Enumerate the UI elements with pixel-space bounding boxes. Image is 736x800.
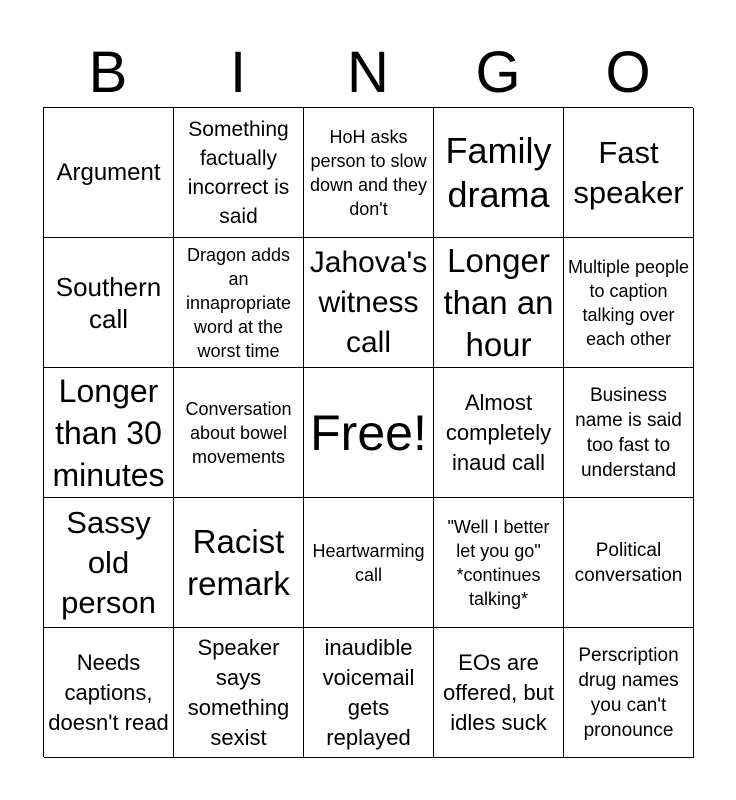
cell-text: Southern call xyxy=(55,271,162,334)
bingo-card xyxy=(43,107,693,757)
cell-text: "Well I better let you go" *continues talking* xyxy=(447,516,550,609)
cell-text: EOs are offered, but idles suck xyxy=(443,649,554,735)
bingo-cell[interactable] xyxy=(434,498,564,628)
cell-text: Dragon adds an innapropriate word at the worst time xyxy=(185,244,292,361)
bingo-cell[interactable] xyxy=(304,628,434,758)
bingo-cell[interactable] xyxy=(44,108,174,238)
header-letter-b: B xyxy=(88,40,128,105)
cell-text: Business name is said too fast to understand xyxy=(575,384,682,481)
bingo-cell[interactable] xyxy=(434,628,564,758)
cell-text: inaudible voicemail gets replayed xyxy=(322,634,415,750)
bingo-cell[interactable] xyxy=(564,628,694,758)
bingo-cell[interactable] xyxy=(174,368,304,498)
cell-text: Something factually incorrect is said xyxy=(187,117,290,228)
bingo-cell[interactable] xyxy=(304,238,434,368)
cell-text: Perscription drug names you can't pronounce xyxy=(578,644,679,741)
bingo-cell[interactable] xyxy=(174,628,304,758)
cell-text: Longer than 30 minutes xyxy=(52,372,165,493)
cell-text: Heartwarming call xyxy=(312,540,425,585)
bingo-cell[interactable] xyxy=(44,238,174,368)
cell-text: Almost completely inaud call xyxy=(445,389,552,475)
bingo-cell[interactable] xyxy=(564,498,694,628)
bingo-cell[interactable] xyxy=(44,498,174,628)
cell-text: Jahova's witness call xyxy=(309,245,428,359)
cell-text: Sassy old person xyxy=(61,504,156,620)
bingo-cell[interactable] xyxy=(44,628,174,758)
cell-text: Speaker says something sexist xyxy=(187,634,290,750)
bingo-cell[interactable] xyxy=(434,238,564,368)
bingo-cell[interactable] xyxy=(174,108,304,238)
cell-text: Racist remark xyxy=(187,522,290,602)
header-letter-g: G xyxy=(475,40,521,105)
bingo-cell[interactable] xyxy=(174,238,304,368)
bingo-cell[interactable] xyxy=(434,368,564,498)
cell-text: Longer than an hour xyxy=(443,241,554,363)
cell-text: HoH asks person to slow down and they don't xyxy=(309,126,428,219)
bingo-cell[interactable] xyxy=(564,368,694,498)
header-letter-i: I xyxy=(229,40,247,105)
cell-text: Free! xyxy=(310,404,427,461)
bingo-cell[interactable] xyxy=(44,368,174,498)
bingo-header xyxy=(43,42,693,104)
bingo-cell[interactable] xyxy=(564,238,694,368)
cell-text: Needs captions, doesn't read xyxy=(48,649,169,735)
bingo-cell[interactable] xyxy=(304,498,434,628)
cell-text: Multiple people to caption talking over each other xyxy=(567,256,690,349)
header-letter-o: O xyxy=(605,40,651,105)
bingo-cell[interactable] xyxy=(434,108,564,238)
bingo-cell[interactable] xyxy=(174,498,304,628)
free-space[interactable] xyxy=(304,368,434,498)
bingo-cell[interactable] xyxy=(304,108,434,238)
bingo-cell[interactable] xyxy=(564,108,694,238)
cell-text: Fast speaker xyxy=(573,134,684,210)
header-letter-n: N xyxy=(347,40,389,105)
cell-text: Political conversation xyxy=(574,539,683,586)
cell-text: Argument xyxy=(56,158,161,186)
cell-text: Conversation about bowel movements xyxy=(185,398,292,467)
cell-text: Family drama xyxy=(445,129,552,215)
